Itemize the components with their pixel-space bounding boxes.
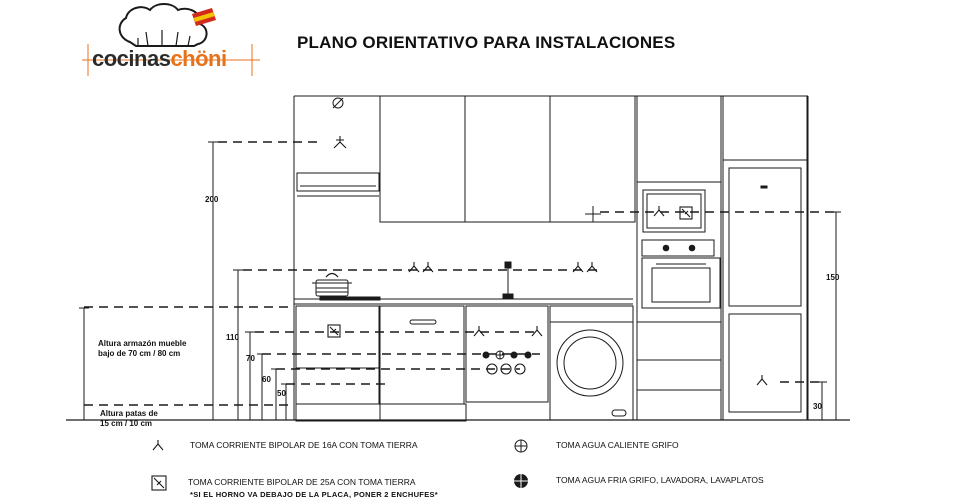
legend-label-hot-water: TOMA AGUA CALIENTE GRIFO [556, 440, 679, 450]
legend-socket-25a-icon [152, 476, 166, 490]
oven-socket-note: *SI EL HORNO VA DEBAJO DE LA PLACA, PONER 2 ENCHUFES* [190, 490, 439, 499]
upper-cabinets [380, 96, 635, 222]
socket-16a-icon [654, 206, 664, 216]
dimension-30: 30 [813, 402, 822, 411]
microwave [643, 190, 705, 232]
legend-hot-water-icon [515, 440, 527, 452]
legend-label-socket-16a: TOMA CORRIENTE BIPOLAR DE 16A CON TOMA TIERRA [190, 440, 418, 450]
washing-machine [550, 306, 633, 420]
legend-label-socket-25a: TOMA CORRIENTE BIPOLAR DE 25A CON TOMA TIERRA [188, 477, 416, 487]
brand-part2: chöni [170, 46, 227, 71]
legs-height-note [100, 409, 158, 429]
socket-16a-icon [532, 326, 542, 336]
brand-part1: cocinas [92, 46, 171, 71]
dimension-lines [66, 142, 850, 420]
dimension-60: 60 [262, 375, 271, 384]
sink-tap-icon [503, 262, 513, 298]
socket-16a-icon [757, 375, 767, 385]
base-cabinets [296, 306, 548, 421]
legend-cold-water-icon [514, 474, 528, 488]
frame-height-note [98, 339, 186, 359]
hot-water-icon [496, 351, 504, 359]
dimension-110: 110 [226, 333, 239, 342]
cold-water-icon [525, 352, 532, 359]
socket-25a-icon [328, 325, 340, 337]
socket-16a-icon [334, 136, 346, 148]
dimension-50: 50 [277, 389, 286, 398]
frame-height-note-line1: Altura armazón mueble [98, 339, 187, 348]
cold-water-icon [483, 352, 490, 359]
crosshair-icon [585, 206, 601, 222]
cold-water-icon [511, 352, 518, 359]
pot-icon [312, 274, 352, 297]
legs-height-note-line1: Altura patas de [100, 409, 158, 418]
legs-height-note-line2: 15 cm / 10 cm [100, 419, 153, 428]
legend-label-cold-water: TOMA AGUA FRIA GRIFO, LAVADORA, LAVAPLATOS [556, 475, 764, 485]
worktop [294, 297, 633, 304]
frame-height-note-line2: bajo de 70 cm / 80 cm [98, 349, 181, 358]
dimension-150: 150 [826, 273, 840, 282]
dimension-70: 70 [246, 354, 255, 363]
oven-column [637, 96, 721, 420]
page-title: PLANO ORIENTATIVO PARA INSTALACIONES [297, 33, 676, 52]
no-symbol-icon [333, 98, 343, 108]
dimension-200: 200 [205, 195, 219, 204]
oven [642, 258, 720, 308]
socket-25a-icon [680, 207, 692, 219]
legend-socket-16a-icon [153, 440, 163, 450]
extractor-hood [297, 173, 379, 196]
socket-16a-icon [474, 326, 484, 336]
fridge-column [723, 96, 807, 420]
